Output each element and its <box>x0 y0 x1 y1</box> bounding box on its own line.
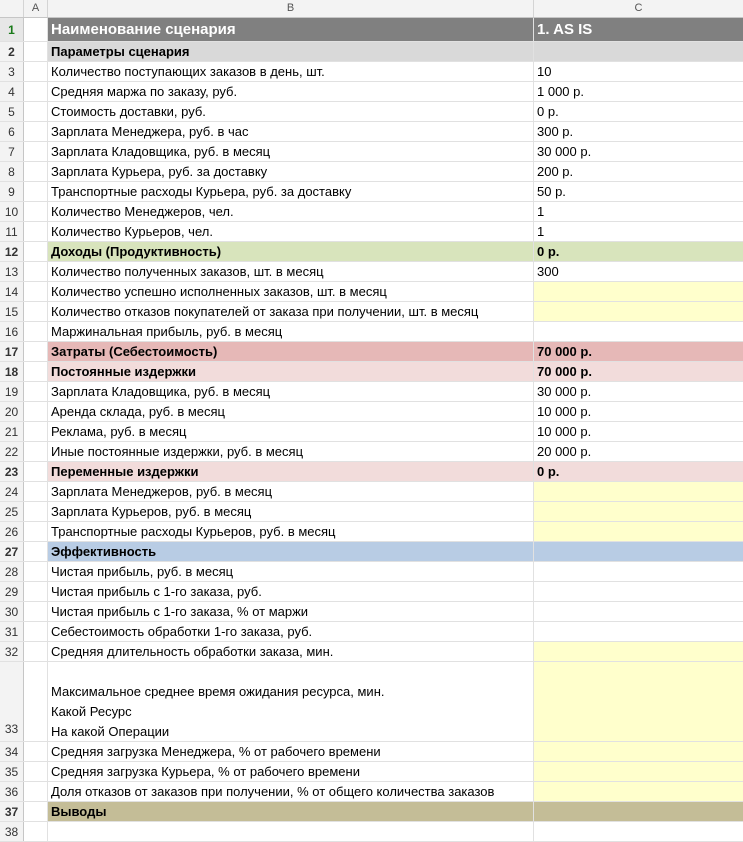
cell-a[interactable] <box>24 42 48 61</box>
cell-b-label[interactable] <box>48 662 534 741</box>
row-header[interactable]: 35 <box>0 762 24 781</box>
row-header[interactable]: 22 <box>0 442 24 461</box>
cell-c-value[interactable] <box>534 822 743 841</box>
cell-c-value[interactable] <box>534 642 743 661</box>
cell-b-label[interactable]: Зарплата Кладовщика, руб. в месяц <box>48 142 534 161</box>
row-header[interactable]: 33 <box>0 662 24 741</box>
cell-a[interactable] <box>24 602 48 621</box>
cell-line: На какой Операции <box>51 724 170 739</box>
sheet-row <box>0 122 743 142</box>
cell-b-label[interactable]: Чистая прибыль с 1-го заказа, руб. <box>48 582 534 601</box>
row-header[interactable]: 37 <box>0 802 24 821</box>
sheet-row <box>0 182 743 202</box>
sheet-row <box>0 822 743 842</box>
cell-c-value[interactable] <box>534 522 743 541</box>
cell-c-value[interactable]: 300 <box>537 264 559 279</box>
cell-a[interactable] <box>24 622 48 641</box>
cell-c-value[interactable]: 1 000 р. <box>537 84 584 99</box>
sheet-row <box>0 62 743 82</box>
cell-b-label[interactable]: Количество Менеджеров, чел. <box>48 202 534 221</box>
sheet-row <box>0 362 743 382</box>
cell-c-value[interactable]: 70 000 р. <box>534 362 743 381</box>
cell-b-label[interactable]: Себестоимость обработки 1-го заказа, руб. <box>48 622 534 641</box>
cell-a[interactable] <box>24 582 48 601</box>
cell-a[interactable] <box>24 242 48 261</box>
cell-b-label[interactable]: Зарплата Менеджера, руб. в час <box>48 122 534 141</box>
row-header[interactable]: 30 <box>0 602 24 621</box>
row-header[interactable]: 5 <box>0 102 24 121</box>
sheet-row <box>0 542 743 562</box>
cell-a[interactable] <box>24 802 48 821</box>
cell-b-label[interactable]: Доля отказов от заказов при получении, % от общего количества заказов <box>48 782 534 801</box>
cell-c-value[interactable]: 0 р. <box>537 104 559 119</box>
row-header[interactable]: 28 <box>0 562 24 581</box>
select-all-corner[interactable] <box>0 0 24 17</box>
row-header[interactable]: 38 <box>0 822 24 841</box>
row-header[interactable]: 27 <box>0 542 24 561</box>
cell-c-value[interactable]: 1. AS IS <box>537 21 593 38</box>
cell-line <box>51 662 533 682</box>
sheet-row <box>0 102 743 122</box>
cell-a[interactable] <box>24 222 48 241</box>
cell-a[interactable] <box>24 542 48 561</box>
row-header[interactable]: 16 <box>0 322 24 341</box>
cell-line: Какой Ресурс <box>51 704 132 719</box>
row-header[interactable]: 31 <box>0 622 24 641</box>
row-header[interactable]: 2 <box>0 42 24 61</box>
cell-c-value[interactable] <box>534 322 743 341</box>
cell-b-label[interactable]: Средняя длительность обработки заказа, мин. <box>48 642 534 661</box>
cell-a[interactable] <box>24 762 48 781</box>
sheet-row <box>0 482 743 502</box>
sheet-row <box>0 742 743 762</box>
sheet-row <box>0 322 743 342</box>
cell-c-value[interactable] <box>534 582 743 601</box>
sheet-row <box>0 422 743 442</box>
sheet-row <box>0 262 743 282</box>
row-header[interactable]: 13 <box>0 262 24 281</box>
sheet-row <box>0 202 743 222</box>
sheet-row <box>0 602 743 622</box>
sheet-row <box>0 642 743 662</box>
column-header-c[interactable]: C <box>634 2 643 14</box>
cell-c-value[interactable]: 10 000 р. <box>537 424 592 439</box>
sheet-row <box>0 222 743 242</box>
cell-a[interactable] <box>24 522 48 541</box>
cell-c-value[interactable] <box>534 602 743 621</box>
cell-c-value[interactable]: 50 р. <box>537 184 566 199</box>
cell-c-value[interactable]: 30 000 р. <box>537 144 592 159</box>
cell-a[interactable] <box>24 402 48 421</box>
cell-b-label[interactable]: Количество отказов покупателей от заказа при получении, шт. в месяц <box>48 302 534 321</box>
cell-b-label[interactable]: Эффективность <box>48 542 534 561</box>
cell-c-value[interactable] <box>534 742 743 761</box>
sheet-row <box>0 622 743 642</box>
cell-c-value[interactable]: 70 000 р. <box>534 342 743 361</box>
row-header[interactable]: 24 <box>0 482 24 501</box>
cell-b-label[interactable]: Транспортные расходы Курьеров, руб. в месяц <box>48 522 534 541</box>
sheet-row <box>0 282 743 302</box>
sheet-row <box>0 342 743 362</box>
row-header[interactable]: 8 <box>0 162 24 181</box>
cell-c-value[interactable] <box>534 542 743 561</box>
sheet-row <box>0 462 743 482</box>
cell-a[interactable] <box>24 202 48 221</box>
cell-c-value[interactable] <box>534 802 743 821</box>
cell-b-label[interactable]: Наименование сценария <box>48 18 534 41</box>
cell-c-value[interactable]: 1 <box>537 204 545 219</box>
cell-c-value[interactable] <box>534 562 743 581</box>
sheet-row <box>0 522 743 542</box>
row-header[interactable]: 36 <box>0 782 24 801</box>
row-header[interactable]: 11 <box>0 222 24 241</box>
cell-b-label[interactable]: Средняя загрузка Менеджера, % от рабочего времени <box>48 742 534 761</box>
cell-a[interactable] <box>24 782 48 801</box>
cell-a[interactable] <box>24 302 48 321</box>
row-header[interactable]: 26 <box>0 522 24 541</box>
row-header[interactable]: 21 <box>0 422 24 441</box>
cell-c-value[interactable] <box>534 622 743 641</box>
cell-a[interactable] <box>24 422 48 441</box>
sheet-row <box>0 762 743 782</box>
cell-a[interactable] <box>24 822 48 841</box>
sheet-row <box>0 782 743 802</box>
cell-c-value[interactable] <box>534 42 743 61</box>
row-header[interactable]: 6 <box>0 122 24 141</box>
row-header[interactable]: 34 <box>0 742 24 761</box>
cell-a[interactable] <box>24 82 48 101</box>
cell-b-label[interactable]: Маржинальная прибыль, руб. в месяц <box>48 322 534 341</box>
sheet-row <box>0 582 743 602</box>
sheet-row <box>0 162 743 182</box>
row-header[interactable]: 7 <box>0 142 24 161</box>
cell-a[interactable] <box>24 642 48 661</box>
cell-b-label[interactable]: Количество успешно исполненных заказов, шт. в месяц <box>48 282 534 301</box>
cell-b-label[interactable]: Постоянные издержки <box>48 362 534 381</box>
cell-b-label[interactable]: Переменные издержки <box>48 462 534 481</box>
sheet-row <box>0 302 743 322</box>
cell-a[interactable] <box>24 342 48 361</box>
cell-a[interactable] <box>24 462 48 481</box>
row-header[interactable]: 17 <box>0 342 24 361</box>
column-header-b[interactable]: B <box>48 0 534 17</box>
cell-c-value[interactable]: 0 р. <box>534 462 743 481</box>
cell-b-label[interactable]: Стоимость доставки, руб. <box>48 102 534 121</box>
sheet-row <box>0 802 743 822</box>
cell-c-value[interactable] <box>534 282 743 301</box>
cell-b-label[interactable]: Зарплата Кладовщика, руб. в месяц <box>48 382 534 401</box>
sheet-row <box>0 402 743 422</box>
cell-a[interactable] <box>24 122 48 141</box>
row-header[interactable]: 29 <box>0 582 24 601</box>
row-header[interactable]: 4 <box>0 82 24 101</box>
row-header[interactable]: 20 <box>0 402 24 421</box>
sheet-row <box>0 142 743 162</box>
cell-b-label[interactable]: Количество поступающих заказов в день, шт. <box>48 62 534 81</box>
cell-b-label[interactable]: Чистая прибыль, руб. в месяц <box>48 562 534 581</box>
column-header-bar <box>0 0 743 18</box>
cell-b-label[interactable]: Затраты (Себестоимость) <box>48 342 534 361</box>
cell-c-value[interactable] <box>534 782 743 801</box>
cell-c-value[interactable] <box>534 482 743 501</box>
cell-a[interactable] <box>24 18 48 41</box>
cell-a[interactable] <box>24 382 48 401</box>
cell-b-label[interactable] <box>48 822 534 841</box>
cell-c-value[interactable]: 30 000 р. <box>537 384 592 399</box>
cell-a[interactable] <box>24 742 48 761</box>
sheet-row <box>0 382 743 402</box>
sheet-row <box>0 82 743 102</box>
cell-a[interactable] <box>24 502 48 521</box>
cell-b-label[interactable]: Зарплата Курьеров, руб. в месяц <box>48 502 534 521</box>
cell-b-label[interactable]: Зарплата Курьера, руб. за доставку <box>48 162 534 181</box>
cell-b-label[interactable]: Чистая прибыль с 1-го заказа, % от маржи <box>48 602 534 621</box>
sheet-row <box>0 442 743 462</box>
column-header-a[interactable]: A <box>24 0 48 17</box>
cell-b-label[interactable]: Средняя маржа по заказу, руб. <box>48 82 534 101</box>
cell-c-value[interactable]: 10 000 р. <box>537 404 592 419</box>
row-header[interactable]: 12 <box>0 242 24 261</box>
cell-c-value[interactable] <box>534 762 743 781</box>
cell-a[interactable] <box>24 482 48 501</box>
cell-a[interactable] <box>24 262 48 281</box>
row-header[interactable]: 25 <box>0 502 24 521</box>
cell-a[interactable] <box>24 362 48 381</box>
sheet-rows <box>0 18 743 842</box>
cell-c-value[interactable]: 200 р. <box>537 164 574 179</box>
cell-b-label[interactable]: Количество Курьеров, чел. <box>48 222 534 241</box>
row-header[interactable]: 23 <box>0 462 24 481</box>
cell-a[interactable] <box>24 442 48 461</box>
row-header[interactable]: 3 <box>0 62 24 81</box>
cell-b-label[interactable]: Иные постоянные издержки, руб. в месяц <box>48 442 534 461</box>
cell-c-value[interactable] <box>534 502 743 521</box>
cell-a[interactable] <box>24 182 48 201</box>
sheet-row <box>0 42 743 62</box>
cell-a[interactable] <box>24 282 48 301</box>
cell-a[interactable] <box>24 142 48 161</box>
cell-c-value[interactable] <box>534 662 743 741</box>
cell-b-label[interactable]: Зарплата Менеджеров, руб. в месяц <box>48 482 534 501</box>
row-header[interactable]: 10 <box>0 202 24 221</box>
cell-a[interactable] <box>24 102 48 121</box>
cell-b-label[interactable]: Аренда склада, руб. в месяц <box>48 402 534 421</box>
row-header[interactable]: 18 <box>0 362 24 381</box>
row-header[interactable]: 14 <box>0 282 24 301</box>
cell-b-label[interactable]: Выводы <box>48 802 534 821</box>
cell-a[interactable] <box>24 62 48 81</box>
cell-b-label[interactable]: Количество полученных заказов, шт. в месяц <box>48 262 534 281</box>
sheet-row <box>0 502 743 522</box>
cell-c-value[interactable]: 1 <box>537 224 545 239</box>
row-header[interactable]: 9 <box>0 182 24 201</box>
cell-a[interactable] <box>24 322 48 341</box>
sheet-row <box>0 242 743 262</box>
cell-b-label[interactable]: Доходы (Продуктивность) <box>48 242 534 261</box>
sheet-row <box>0 562 743 582</box>
cell-c-value[interactable] <box>534 302 743 321</box>
cell-a[interactable] <box>24 562 48 581</box>
sheet-row <box>0 18 743 42</box>
sheet-row <box>0 662 743 742</box>
cell-a[interactable] <box>24 662 48 741</box>
cell-b-label[interactable]: Реклама, руб. в месяц <box>48 422 534 441</box>
cell-c-value[interactable]: 10 <box>537 64 552 79</box>
row-header[interactable]: 32 <box>0 642 24 661</box>
row-header[interactable]: 19 <box>0 382 24 401</box>
cell-c-value[interactable]: 20 000 р. <box>537 444 592 459</box>
cell-c-value[interactable]: 0 р. <box>534 242 743 261</box>
cell-line: Максимальное среднее время ожидания ресурса, мин. <box>51 684 385 699</box>
row-header[interactable]: 15 <box>0 302 24 321</box>
cell-b-label[interactable]: Транспортные расходы Курьера, руб. за доставку <box>48 182 534 201</box>
cell-b-label[interactable]: Параметры сценария <box>48 42 534 61</box>
row-header[interactable]: 1 <box>0 18 24 41</box>
cell-c-value[interactable]: 300 р. <box>537 124 574 139</box>
cell-b-label[interactable]: Средняя загрузка Курьера, % от рабочего времени <box>48 762 534 781</box>
cell-a[interactable] <box>24 162 48 181</box>
